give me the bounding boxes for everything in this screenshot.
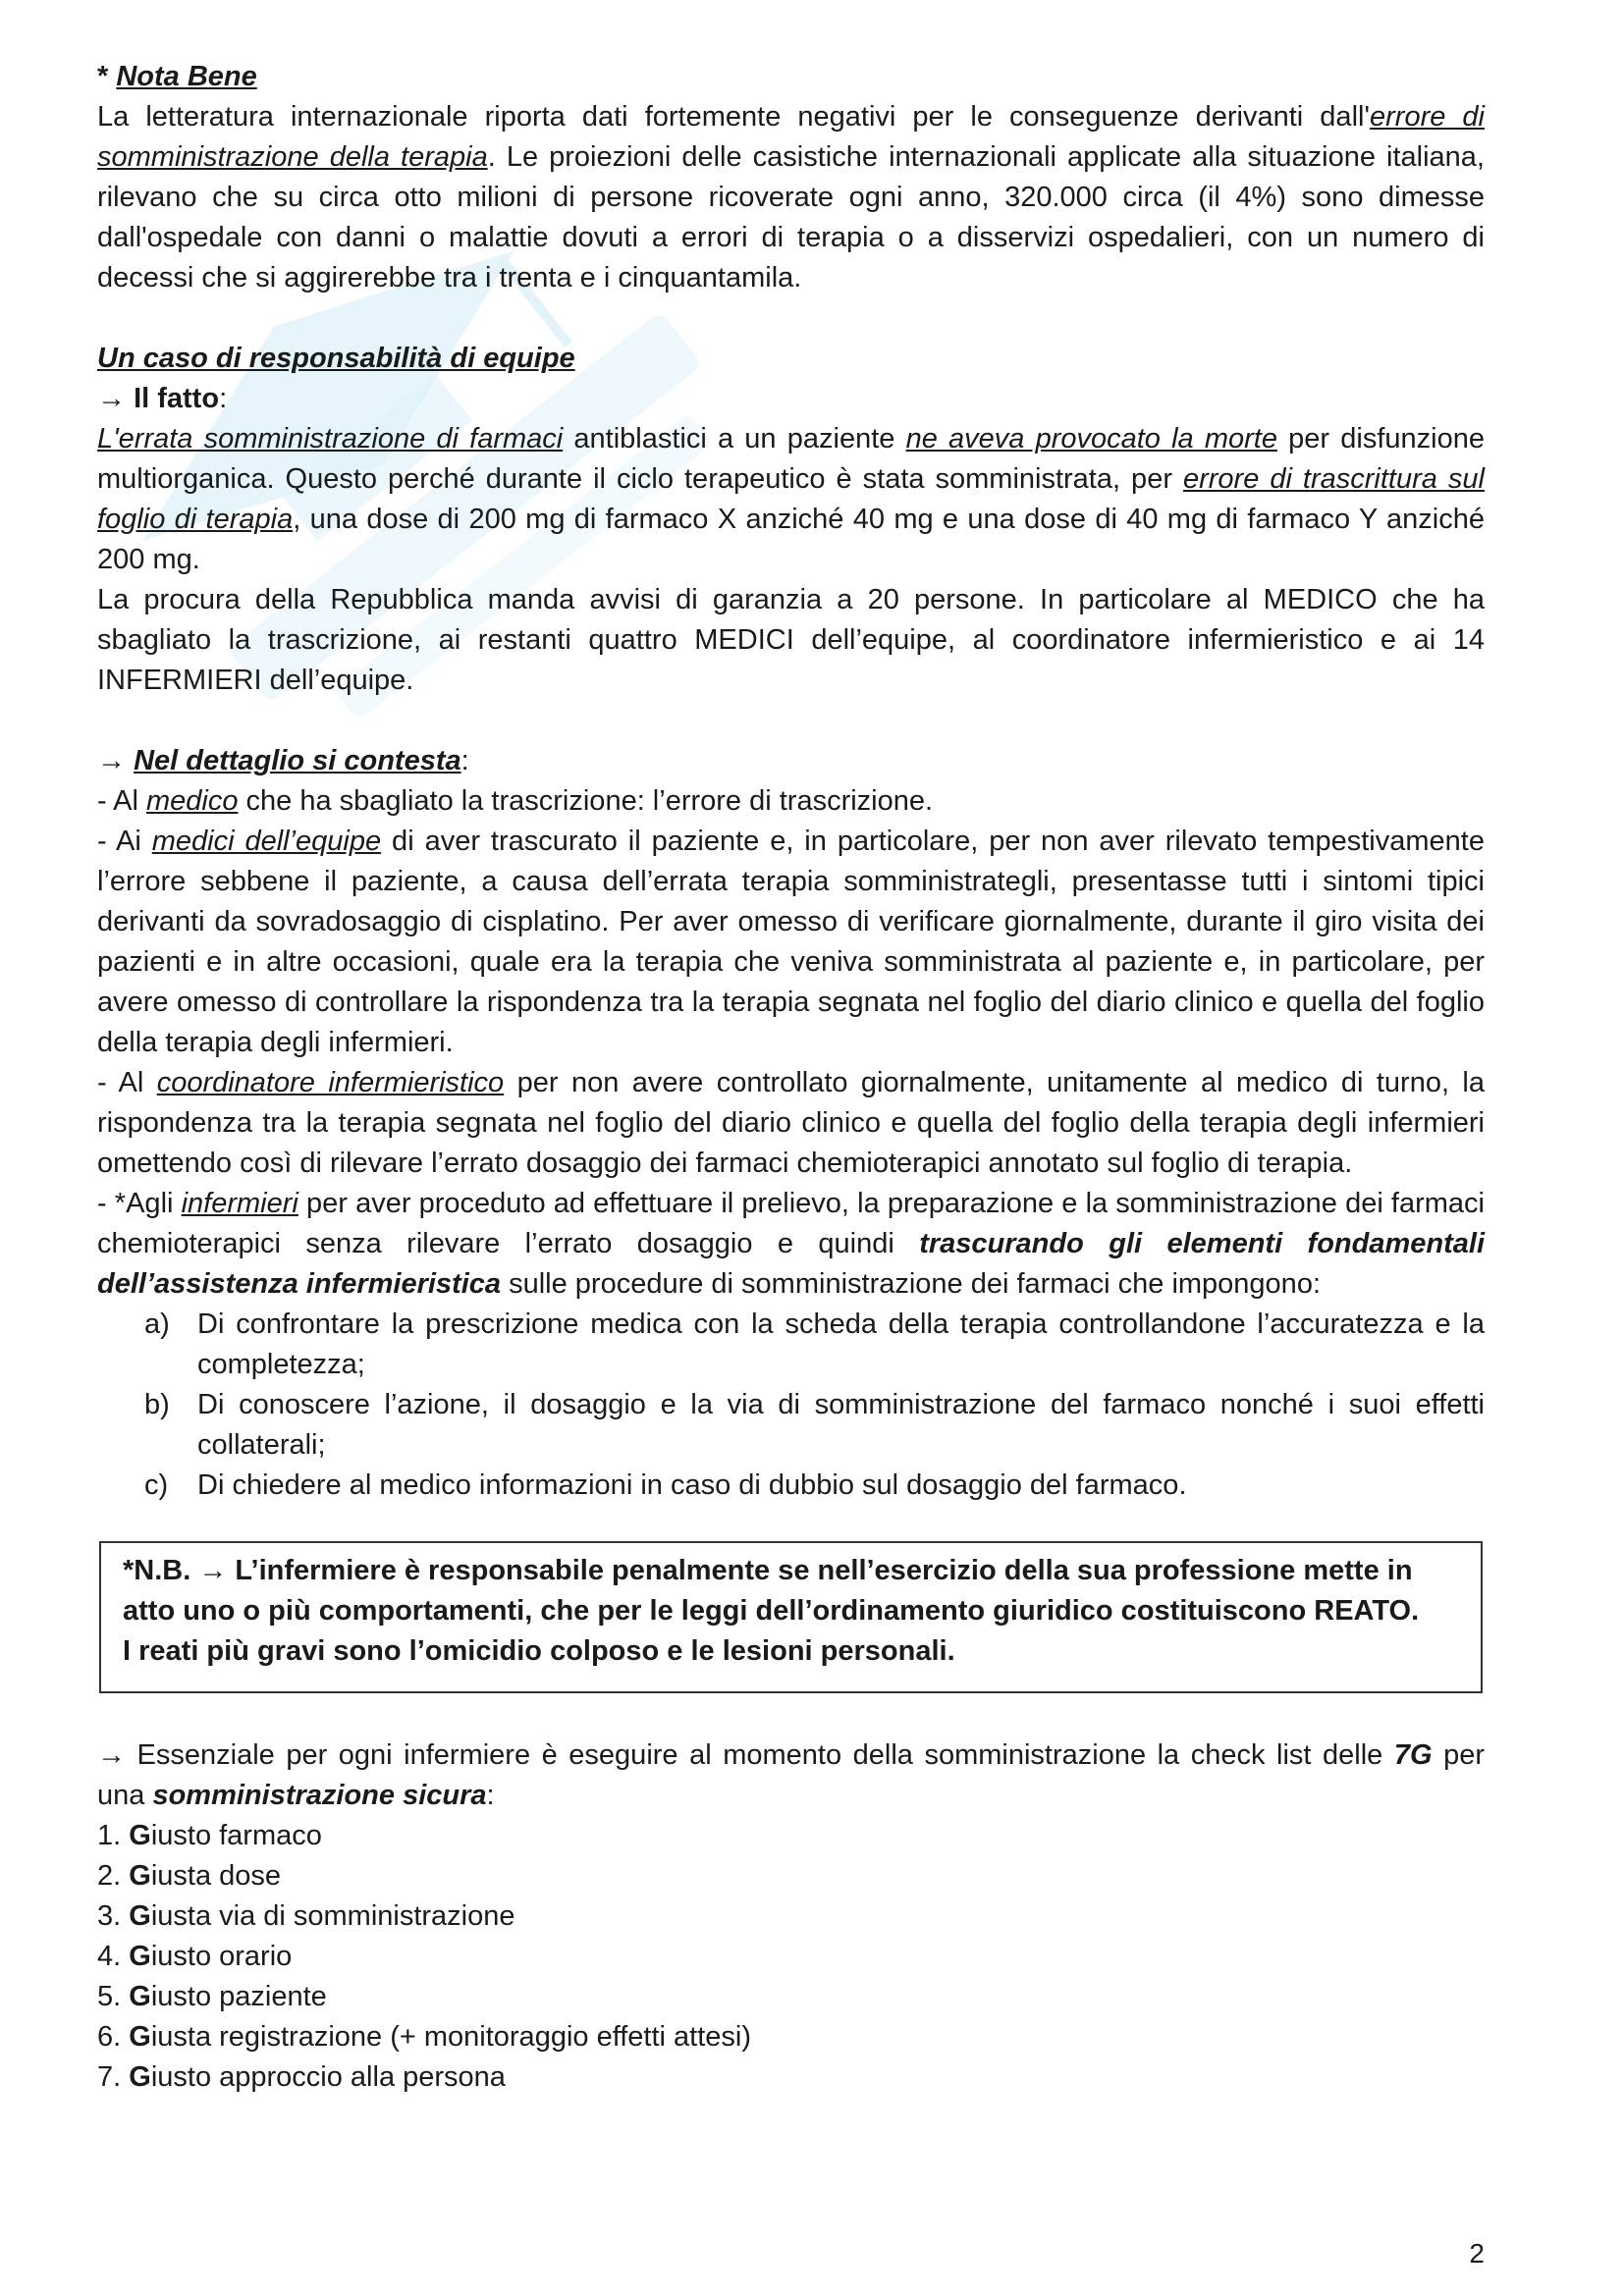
list-item: 6. Giusta registrazione (+ monitoraggio effetti attesi) xyxy=(97,2021,752,2053)
list-item: c) Di chiedere al medico informazioni in caso di dubbio sul dosaggio del farmaco. xyxy=(144,1469,1187,1501)
arrow-right-icon: → xyxy=(198,1555,228,1586)
list-item: a) Di confrontare la prescrizione medica con la scheda della terapia controllandone l’accuratezza e la completezza; xyxy=(144,1308,1485,1380)
arrow-right-icon: → xyxy=(97,383,126,414)
contestazione-medico: - Al medico che ha sbagliato la trascrizione: l’errore di trascrizione. xyxy=(97,785,934,817)
nb-callout-box xyxy=(99,1541,1483,1693)
fatto-paragraph: L'errata somministrazione di farmaci antiblastici a un paziente ne aveva provocato la morte per disfunzione multiorganica. Questo perché durante il ciclo terapeutico è stata somministrata, per errore di trascrittura sul foglio di terapia, una dose di 200 mg di farmaco X anziché 40 mg e una dose di 40 mg di farmaco Y anziché 200 mg. xyxy=(97,423,1485,575)
arrow-right-icon: → xyxy=(97,745,126,776)
list-item: 3. Giusta via di somministrazione xyxy=(97,1900,515,1932)
list-item: 1. Giusto farmaco xyxy=(97,1820,322,1851)
caso-heading: Un caso di responsabilità di equipe xyxy=(97,343,575,374)
list-item: 7. Giusto approccio alla persona xyxy=(97,2061,506,2093)
checklist-7g xyxy=(97,1816,1485,2098)
nota-bene-paragraph: La letteratura internazionale riporta dati fortemente negativi per le conseguenze derivanti dall'errore di somministrazione della terapia. Le proiezioni delle casistiche internazionali applicate alla situazione italiana, rilevano che su circa otto milioni di persone ricoverate ogni anno, 320.000 circa (il 4%) sono dimesse dall'ospedale con danni o malattie dovuti a errori di terapia o a disservizi ospedalieri, con un numero di decessi che si aggirerebbe tra i trenta e i cinquantamila. xyxy=(97,101,1485,294)
checklist-intro: → Essenziale per ogni infermiere è eseguire al momento della somministrazione la check list delle 7G per una somministrazione sicura: xyxy=(97,1739,1485,1811)
contestazione-medici-equipe: - Ai medici dell’equipe di aver trascurato il paziente e, in particolare, per non aver rilevato tempestivamente l’errore sebbene il paziente, a causa dell’errata terapia somministrategli, presentasse tutti i sintomi tipici derivanti da sovradosaggio di cisplatino. Per aver omesso di verificare giornalmente, durante il giro visita dei pazienti e in altre occasioni, quale era la terapia che veniva somministrata al paziente e, in particolare, per avere omesso di controllare la rispondenza tra la terapia segnata nel foglio del diario clinico e quella del foglio della terapia degli infermieri. xyxy=(97,826,1485,1058)
arrow-right-icon: → xyxy=(97,1739,126,1771)
procura-paragraph: La procura della Repubblica manda avvisi di garanzia a 20 persone. In particolare al MEDICO che ha sbagliato la trascrizione, ai restanti quattro MEDICI dell’equipe, al coordinatore infermieristico e ai 14 INFERMIERI dell’equipe. xyxy=(97,584,1485,696)
nb-line-1: *N.B. → L’infermiere è responsabile penalmente se nell’esercizio della sua professione mette in atto uno o più comportamenti, che per le leggi dell’ordinamento giuridico costituiscono REATO. xyxy=(123,1555,1420,1627)
nota-bene-heading xyxy=(97,57,1485,97)
list-item: b) Di conoscere l’azione, il dosaggio e la via di somministrazione del farmaco nonché i suoi effetti collaterali; xyxy=(144,1389,1485,1461)
fatto-label: → Il fatto: xyxy=(97,383,228,414)
list-item: 5. Giusto paziente xyxy=(97,1981,327,2012)
document-page xyxy=(97,57,1485,2098)
list-item: 2. Giusta dose xyxy=(97,1860,282,1892)
nota-bene-title: Nota Bene xyxy=(116,61,257,92)
errore-somministrazione-emphasis: errore di somministrazione della terapia xyxy=(97,101,1485,173)
obblighi-list xyxy=(97,1305,1485,1506)
contestazione-infermieri: - *Agli infermieri per aver proceduto ad effettuare il prelievo, la preparazione e la somministrazione dei farmaci chemioterapici senza rilevare l’errato dosaggio e quindi trascurando gli elementi fondamentali dell’assistenza infermieristica sulle procedure di somministrazione dei farmaci che impongono: xyxy=(97,1188,1485,1300)
dettaglio-heading: → Nel dettaglio si contesta: xyxy=(97,745,469,776)
list-item: 4. Giusto orario xyxy=(97,1941,293,1972)
contestazione-coordinatore: - Al coordinatore infermieristico per non avere controllato giornalmente, unitamente al medico di turno, la rispondenza tra la terapia segnata nel foglio del diario clinico e quella del foglio della terapia degli infermieri omettendo così di rilevare l’errato dosaggio dei farmaci chemioterapici annotato sul foglio di terapia. xyxy=(97,1067,1485,1179)
page-number: 2 xyxy=(1469,2238,1485,2269)
nb-line-2: I reati più gravi sono l’omicidio colposo e le lesioni personali. xyxy=(123,1635,955,1667)
nota-bene-star: * xyxy=(97,61,109,92)
